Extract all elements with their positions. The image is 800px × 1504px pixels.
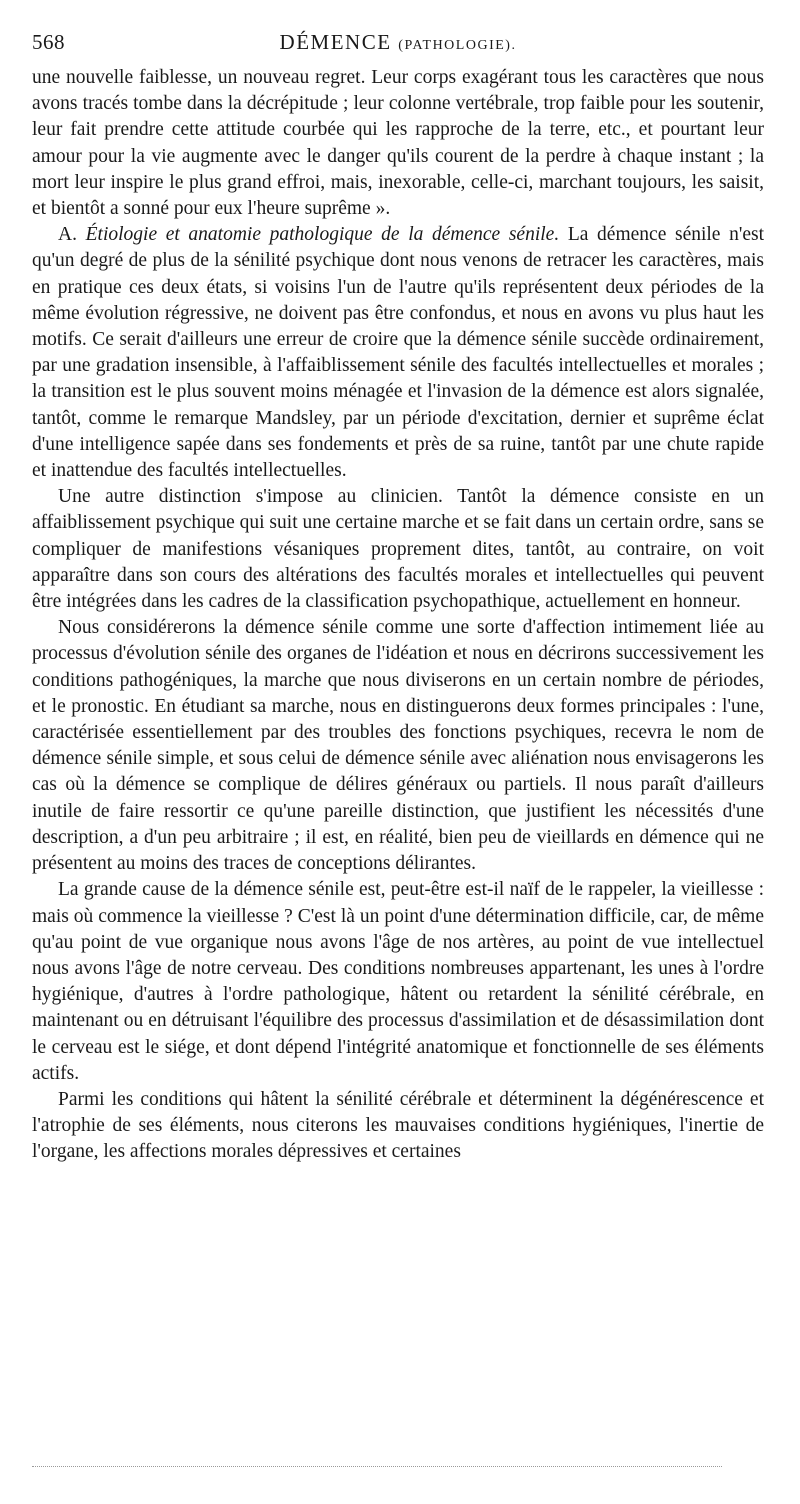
paragraph-continued: une nouvelle faiblesse, un nouveau regret. Leur corps exagérant tous les caractères que nous avons tracés tombe dans la décrépitude ; leur colonne vertébrale, trop faible pour les soutenir, leur fait prendre cette attitude courbée qui les rapproche de la terre, etc., et pourtant leur amour pour la vie augmente avec le danger qu'ils courent de la perdre à chaque instant ; la mort leur inspire le plus grand effroi, mais, inexorable, celle-ci, marchant toujours, les saisit, et bientôt a sonné pour eux l'heure suprême ». <box>32 67 764 220</box>
footer-rule <box>32 1466 722 1467</box>
body-text <box>32 65 764 1166</box>
paragraph-section-a <box>32 222 764 484</box>
paragraph: Une autre distinction s'impose au clinicien. Tantôt la démence consiste en un affaiblissement psychique qui suit une certaine marche et se fait dans un certain ordre, sans se compliquer de manifestions vésaniques proprement dites, tantôt, au contraire, on voit apparaître dans son cours des altérations des facultés morales et intellectuelles qui peuvent être intégrées dans les cadres de la classification psychopathique, actuellement en honneur. <box>32 486 764 613</box>
paragraph: Nous considérerons la démence sénile comme une sorte d'affection intimement liée au processus d'évolution sénile des organes de l'idéation et nous en décrirons successivement les conditions pathogéniques, la marche que nous diviserons en un certain nombre de périodes, et le pronostic. En étudiant sa marche, nous en distinguerons deux formes principales : l'une, caractérisée essentiellement par des troubles des fonctions psychiques, recevra le nom de démence sénile simple, et sous celui de démence sénile avec aliénation nous envisagerons les cas où la démence se complique de délires généraux ou partiels. Il nous paraît d'ailleurs inutile de faire ressortir ce qu'une pareille distinction, que justifient les nécessités d'une description, a d'un peu arbitraire ; il est, en réalité, bien peu de vieillards en démence qui ne présentent au moins des traces de conceptions délirantes. <box>32 617 764 875</box>
running-title-sub: (PATHOLOGIE). <box>398 38 517 53</box>
running-title-main: DÉMENCE <box>279 30 392 54</box>
page-number: 568 <box>32 30 65 54</box>
section-title: Étiologie et anatomie pathologique de la démence sénile. <box>85 224 560 246</box>
section-label: A. <box>58 224 77 246</box>
paragraph: La grande cause de la démence sénile est, peut-être est-il naïf de le rappeler, la vieillesse : mais où commence la vieillesse ? C'est là un point d'une détermination difficile, car, de même qu'au point de vue organique nous avons l'âge de nos artères, au point de vue intellectuel nous avons l'âge de notre cerveau. Des conditions nombreuses appartenant, les unes à l'ordre hygiénique, d'autres à l'ordre pathologique, hâtent ou retardent la sénilité cérébrale, en maintenant ou en détruisant l'équilibre des processus d'assimilation et de désassimilation dont le cerveau est le siége, et dont dépend l'intégrité anatomique et fonctionnelle de ses éléments actifs. <box>32 879 764 1084</box>
section-a-text: La démence sénile n'est qu'un degré de plus de la sénilité psychique dont nous venons de retracer les caractères, mais en pratique ces deux états, si voisins l'un de l'autre qu'ils représentent deux périodes de la même évolution régressive, ne doivent pas être confondus, et nous en avons vu plus haut les motifs. Ce serait d'ailleurs une erreur de croire que la démence sénile succède ordinairement, par une gradation insensible, à l'affaiblissement sénile des facultés intellectuelles et morales ; la transition est le plus souvent moins ménagée et l'invasion de la démence est alors signalée, tantôt, comme le remarque Mandsley, par un période d'excitation, dernier et suprême éclat d'une intelligence sapée dans ses fondements et près de sa ruine, tantôt par une chute rapide et inattendue des facultés intellectuelles. <box>32 224 765 482</box>
running-head <box>32 30 764 60</box>
paragraph-last: Parmi les conditions qui hâtent la sénilité cérébrale et déterminent la dégénérescence et l'atrophie de ses éléments, nous citerons les mauvaises conditions hygiéniques, l'inertie de l'organe, les affections morales dépressives et certaines <box>32 1088 764 1163</box>
running-title <box>32 30 764 55</box>
